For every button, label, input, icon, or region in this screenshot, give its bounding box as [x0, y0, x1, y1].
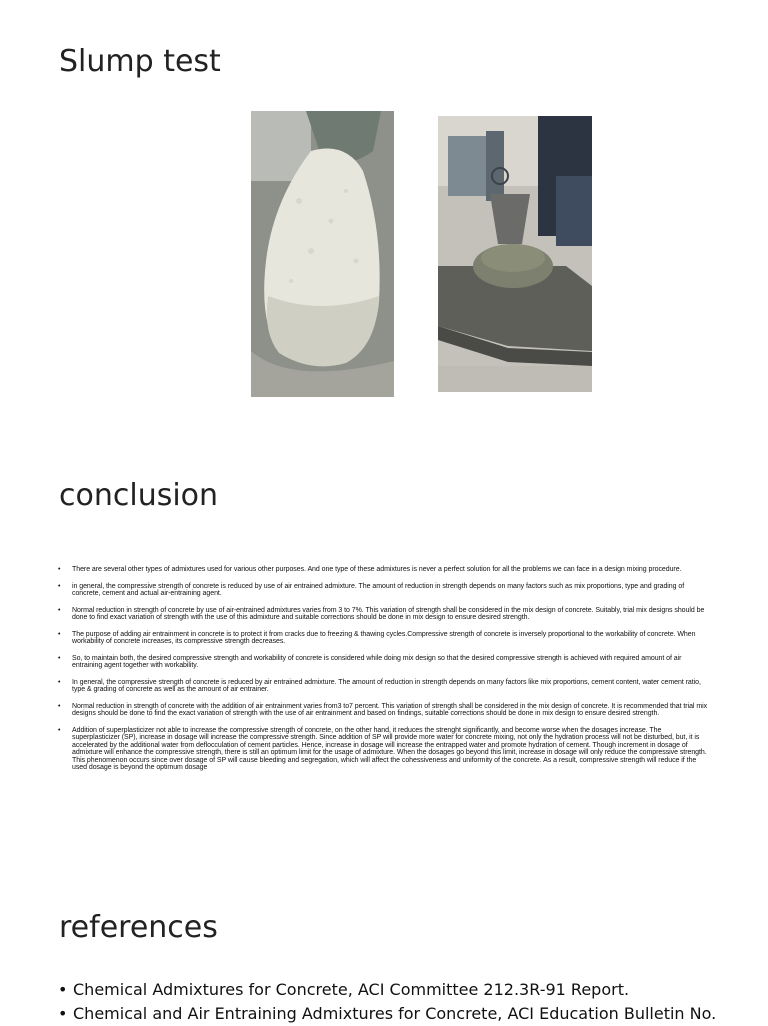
conclusion-heading: conclusion	[59, 478, 219, 513]
conclusion-bullet: • In general, the compressive strength of concrete is reduced by air entrained admixture. The amount of reduction in strength depends on many factors like mix proportions, cement content, water cement ratio, type & grading of concrete as well as the amount of air entrainer.	[58, 679, 708, 694]
references-list	[58, 978, 758, 1026]
conclusion-bullet: • The purpose of adding air entrainment in concrete is to protect it from cracks due to freezing & thawing cycles.Compressive strength of concrete is inversely proportional to the workability of concrete. When workability of concrete increases, its compressive strength decreases.	[58, 631, 708, 646]
conclusion-bullet: • Normal reduction in strength of concrete with the addition of air entrainment varies from3 to7 percent. This variation of strength shall be considered in the mix design of concrete. It is recommended that trial mix designs should be done to find the exact variation of strength with the use of air entrainment and based on findings, suitable corrections should be done in mix design to ensure desired strength.	[58, 703, 708, 718]
slump-test-lab-photo	[438, 116, 592, 392]
slump-cone-photo-closeup	[251, 111, 394, 397]
conclusion-bullet-list	[58, 566, 708, 781]
slump-cone-closeup-illustration	[251, 111, 394, 397]
references-heading: references	[59, 910, 218, 945]
slump-test-heading: Slump test	[59, 44, 221, 79]
slump-test-lab-illustration	[438, 116, 592, 392]
conclusion-bullet: • So, to maintain both, the desired compressive strength and workability of concrete is considered while doing mix design so that the desired compressive strength is achieved with required amount of air entraining agent together with workability.	[58, 655, 708, 670]
conclusion-bullet: • in general, the compressive strength of concrete is reduced by use of air entrained admixture. The amount of reduction in strength depends on many factors such as mix proportions, type and grading of concrete, cement and actual air-entraining agent.	[58, 583, 708, 598]
reference-item: • Chemical and Air Entraining Admixtures for Concrete, ACI Education Bulletin No.	[58, 1002, 758, 1026]
reference-item: • Chemical Admixtures for Concrete, ACI Committee 212.3R-91 Report.	[58, 978, 758, 1002]
conclusion-bullet: • Addition of superplasticizer not able to increase the compressive strength of concrete, on the other hand, it reduces the strenght significantly, and become worse when the dosages increase. The superplasticizer (SP), increase in dosage will increase the compressive strength. Since addition of SP will provide more water for concrete mixing, not only the hydration process will not be disturbed, but, it is accelerated by the additional water from deflocculation of cement particles. Hence, increase in dosage will increase the entrapped water and promote hydration of cement. Though increment in dosage of admixture will enhance the compressive strength, there is still an optimum limit for the usage of admixture. When the dosages go beyond this limit, increase in dosage will only reduce the compressive strength. This phenomenon occurs since over dosage of SP will cause bleeding and segregation, which will affect the cohessiveness and uniformity of the concrete. As a result, compressive strength will reduce if the used dosage is beyond the optimum dosage	[58, 727, 708, 772]
conclusion-bullet: • There are several other types of admixtures used for various other purposes. And one type of these admixtures is never a perfect solution for all the problems we can face in a design mixing procedure.	[58, 566, 708, 574]
conclusion-bullet: • Normal reduction in strength of concrete by use of air-entrained admixtures varies from 3 to 7%. This variation of strength shall be considered in the mix design of concrete. Suitably, trial mix designs should be done to find exact variation of strength with the use of this admixture and suitable corrections should be done in mix design to ensure desired strength.	[58, 607, 708, 622]
